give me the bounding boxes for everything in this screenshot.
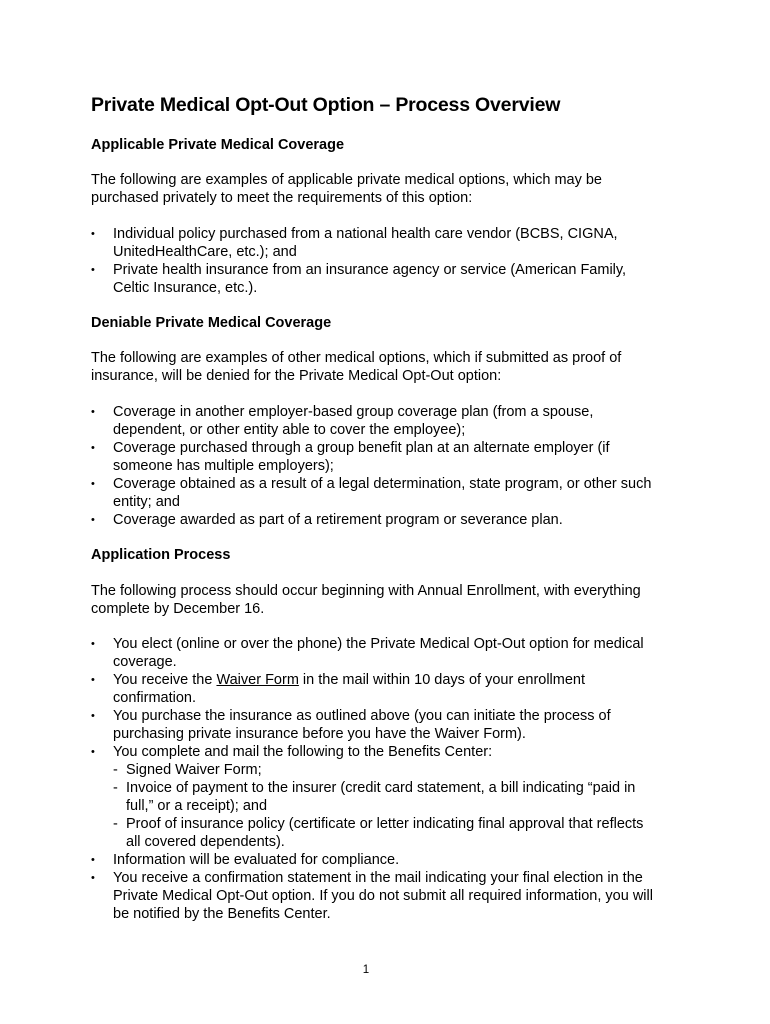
dash-icon: - (113, 780, 118, 796)
process-intro (91, 582, 691, 618)
deniable-intro (91, 349, 691, 385)
list-item (91, 475, 651, 511)
list-item-line: You receive a confirmation statement in the mail indicating your final election in the (113, 870, 643, 886)
list-item-line: coverage. (113, 654, 177, 670)
list-item (91, 225, 626, 261)
list-item-line: Coverage awarded as part of a retirement program or severance plan. (113, 512, 563, 528)
list-item-line: Private health insurance from an insurance agency or service (American Family, (113, 262, 627, 278)
list-item-line: Signed Waiver Form; (126, 762, 262, 778)
list-item-line: be notified by the Benefits Center. (113, 906, 331, 922)
list-item (91, 869, 653, 923)
bullet-icon: • (91, 228, 95, 240)
list-item-line: Information will be evaluated for compliance. (113, 852, 400, 868)
list-item-line: Coverage purchased through a group benefit plan at an alternate employer (if (113, 440, 610, 456)
applicable-intro (91, 171, 691, 207)
list-item-line: Invoice of payment to the insurer (credit card statement, a bill indicating “paid in (126, 780, 636, 796)
paragraph-line: The following process should occur beginning with Annual Enrollment, with everything (91, 583, 641, 599)
list-item-line: entity; and (113, 494, 180, 510)
sub-list-item (113, 779, 653, 815)
section-heading-deniable: Deniable Private Medical Coverage (91, 315, 332, 331)
bullet-icon: • (91, 638, 95, 650)
page-number: 1 (362, 964, 370, 976)
list-item (91, 707, 653, 743)
sub-list (113, 761, 653, 851)
list-item-line: Coverage in another employer-based group coverage plan (from a spouse, (113, 404, 594, 420)
sub-list-item (113, 761, 653, 779)
list-item-line (113, 671, 653, 689)
list-item-line: full,” or a receipt); and (126, 798, 268, 814)
bullet-icon: • (91, 854, 95, 866)
process-list (91, 635, 653, 923)
deniable-list (91, 403, 651, 529)
list-item (91, 743, 653, 851)
list-item-line: someone has multiple employers); (113, 458, 334, 474)
paragraph-line: purchased privately to meet the requirements of this option: (91, 190, 473, 206)
list-item-line: Coverage obtained as a result of a legal determination, state program, or other such (113, 476, 652, 492)
sub-list-item (113, 815, 653, 851)
list-item (91, 403, 651, 439)
list-item (91, 261, 626, 297)
dash-icon: - (113, 762, 118, 778)
paragraph-line: complete by December 16. (91, 601, 265, 617)
list-item-line: confirmation. (113, 690, 197, 706)
paragraph-line: The following are examples of other medical options, which if submitted as proof of (91, 350, 622, 366)
bullet-icon: • (91, 674, 95, 686)
bullet-icon: • (91, 478, 95, 490)
list-item-line: Individual policy purchased from a national health care vendor (BCBS, CIGNA, (113, 226, 618, 242)
list-item-line: Private Medical Opt-Out option. If you do not submit all required information, you will (113, 888, 653, 904)
list-item (91, 851, 653, 869)
bullet-icon: • (91, 264, 95, 276)
list-item (91, 635, 653, 671)
list-item (91, 671, 653, 707)
list-item-line: all covered dependents). (126, 834, 285, 850)
document-title: Private Medical Opt-Out Option – Process Overview (91, 94, 561, 116)
list-item-line: You purchase the insurance as outlined above (you can initiate the process of (113, 708, 611, 724)
bullet-icon: • (91, 406, 95, 418)
list-item-line: Celtic Insurance, etc.). (113, 280, 258, 296)
text-run: You receive the (113, 672, 217, 688)
text-run: in the mail within 10 days of your enrollment (298, 672, 586, 688)
dash-icon: - (113, 816, 118, 832)
paragraph-line: insurance, will be denied for the Private Medical Opt-Out option: (91, 368, 502, 384)
waiver-form-link[interactable]: Waiver Form (216, 672, 299, 688)
list-item-line: Proof of insurance policy (certificate or letter indicating final approval that reflects (126, 816, 644, 832)
bullet-icon: • (91, 710, 95, 722)
bullet-icon: • (91, 872, 95, 884)
list-item-line: UnitedHealthCare, etc.); and (113, 244, 297, 260)
list-item-line: dependent, or other entity able to cover the employee); (113, 422, 466, 438)
applicable-list (91, 225, 626, 297)
bullet-icon: • (91, 442, 95, 454)
section-heading-applicable: Applicable Private Medical Coverage (91, 137, 345, 153)
list-item-line: You elect (online or over the phone) the Private Medical Opt-Out option for medical (113, 636, 644, 652)
section-heading-process: Application Process (91, 547, 231, 563)
list-item-line: purchasing private insurance before you have the Waiver Form). (113, 726, 526, 742)
list-item (91, 511, 651, 529)
list-item-line: You complete and mail the following to the Benefits Center: (113, 744, 493, 760)
paragraph-line: The following are examples of applicable private medical options, which may be (91, 172, 602, 188)
bullet-icon: • (91, 746, 95, 758)
list-item (91, 439, 651, 475)
bullet-icon: • (91, 514, 95, 526)
